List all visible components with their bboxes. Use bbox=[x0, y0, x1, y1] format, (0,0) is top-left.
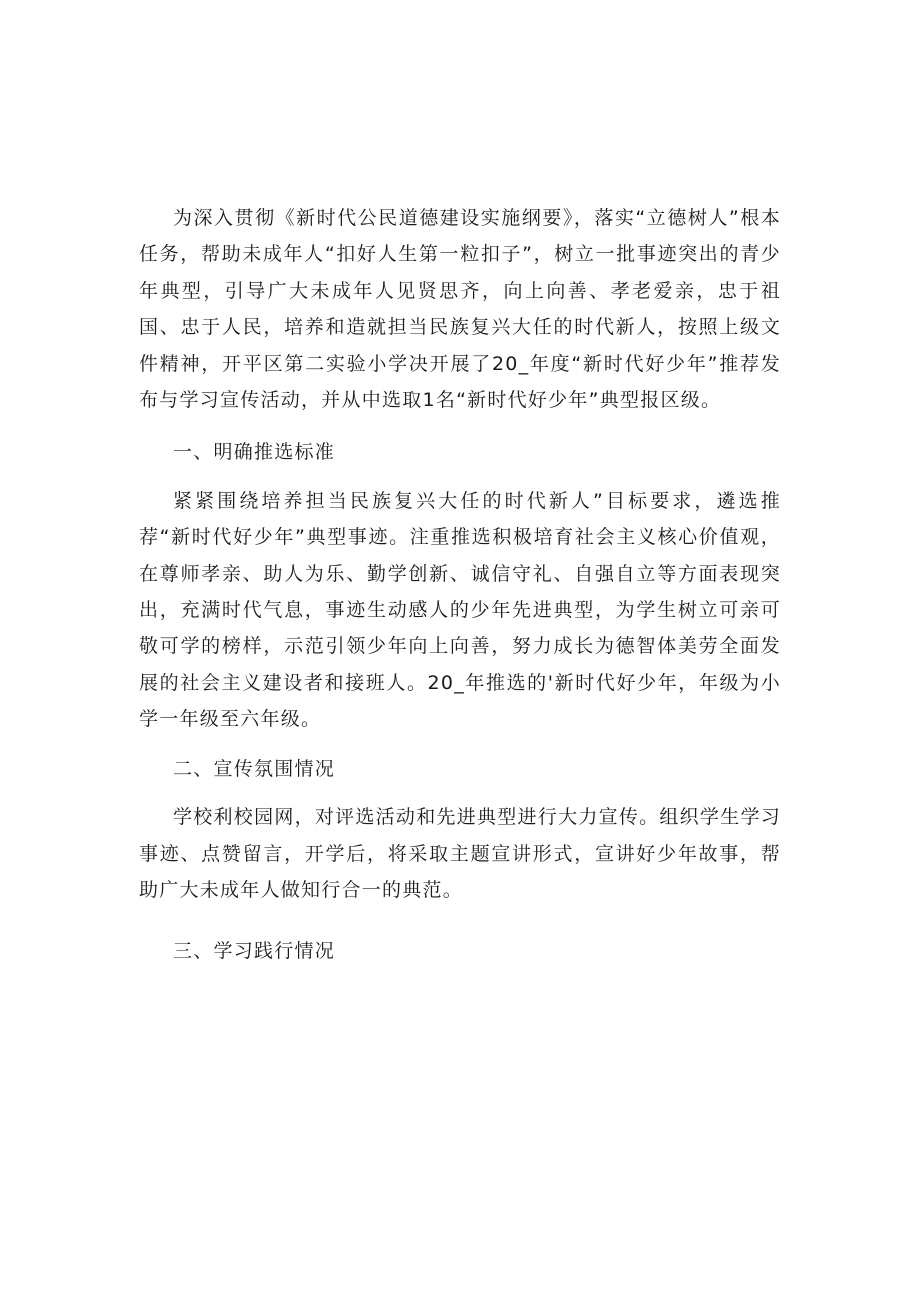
section-2-heading: 二、宣传氛围情况 bbox=[173, 757, 336, 780]
intro-paragraph: 为深入贯彻《新时代公民道德建设实施纲要》，落实“立德树人”根本任务，帮助未成年人“扣好人生第一粒扣子”，树立一批事迹突出的青少年典型，引导广大未成年人见贤思齐，向上向善、孝老爱亲，忠于祖国、忠于人民，培养和造就担当民族复兴大任的时代新人，按照上级文件精神，开平区第二实验小学决开展了20_年度“新时代好少年”推荐发布与学习宣传活动，并从中选取1名“新时代好少年”典型报区级。 bbox=[139, 207, 781, 412]
section-2-paragraph: 学校利校园网，对评选活动和先进典型进行大力宣传。组织学生学习事迹、点赞留言，开学后，将采取主题宣讲形式，宣讲好少年故事，帮助广大未成年人做知行合一的典范。 bbox=[139, 806, 781, 901]
section-1-heading: 一、明确推选标准 bbox=[173, 441, 336, 464]
section-3-heading: 三、学习践行情况 bbox=[173, 940, 336, 963]
section-1-paragraph: 紧紧围绕培养担当民族复兴大任的时代新人”目标要求，遴选推荐“新时代好少年”典型事迹。注重推选积极培育社会主义核心价值观，在尊师孝亲、助人为乐、勤学创新、诚信守礼、自强自立等方面表现突出，充满时代气息，事迹生动感人的少年先进典型，为学生树立可亲可敬可学的榜样，示范引领少年向上向善，努力成长为德智体美劳全面发展的社会主义建设者和接班人。20_年推选的'新时代好少年，年级为小学一年级至六年级。 bbox=[139, 489, 781, 731]
document-body bbox=[139, 200, 781, 970]
